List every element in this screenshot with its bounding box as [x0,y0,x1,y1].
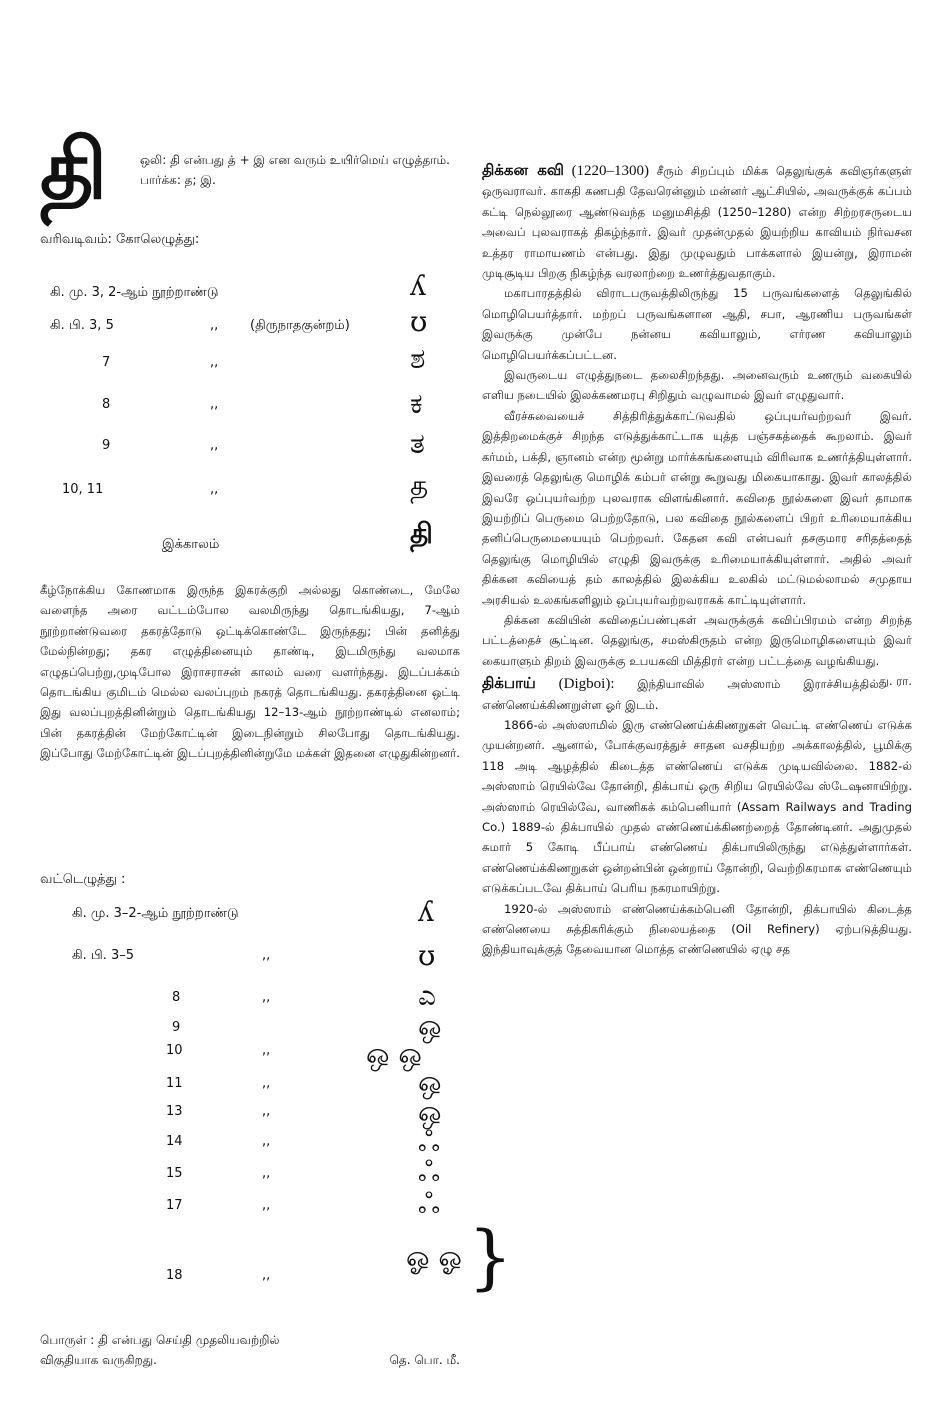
row-label: 17 [166,1198,183,1213]
script-glyph: ஒ [418,1095,442,1128]
author-signature: து. ரா. [878,674,912,689]
entry-thikkana-kavi [482,160,912,960]
table-row [72,906,239,922]
table-row [166,1104,271,1119]
entry2-paragraph: 1920-ல் அஸ்ஸாம் எண்ணெய்க்கம்பெனி தோன்றி, திக்பாயில் கிடைத்த எண்ணெயை சுத்திகரிக்கும் நிலையத்தை (Oil Refinery) ஏற்படுத்தியது. இந்தியாவுக்குத் தேவையான மொத்த எண்ணெயில் ஏழு சத [482,901,912,957]
entry-text: சீரும் சிறப்பும் மிக்க தெலுங்குக் கவிஞர்களுள் ஒருவராவர். காகதி கணபதி தேவரென்னும் மன்னர் ஆட்சியில், அவருக்குக் கப்பம் கட்டி நெல்லூரை ஆண்டுவந்த மனுமசித்தி (1250–1280) என்ற சிற்றரசருடைய அவைப் புலவராகத் திகழ்ந்தார். இவர் முதன்முதல் இயற்றிய காவியம் நிர்வசன உத்தர ராமாயணம் என்பது. இது முழுவதும் பாக்களால் இயன்று, இராமன் முடிசூடிய பிறகு நிகழ்ந்த வரலாற்றை உணர்த்துவதாகும். [482,164,912,281]
table-row [50,285,218,301]
row-label: கி. பி. 3, 5 [50,318,114,333]
ditto-mark: ,, [262,990,271,1005]
entry-digboi [482,673,912,715]
author-signature: தெ. பொ. மீ. [389,1353,460,1368]
row-label: 11 [166,1076,183,1091]
footer-meaning [40,1330,460,1371]
table-row [166,1043,271,1058]
entry-title: திக்பாய் [482,674,536,693]
script-glyph: ತ [410,427,425,460]
table-row [72,948,271,964]
ditto-mark: ,, [210,438,219,453]
entry-latin-name: (Digboi): [558,676,615,693]
ditto-mark: ,, [262,1104,271,1119]
entry2-paragraph: 1866-ல் அஸ்ஸாமில் இரு எண்ணெய்க்கிணறுகள் வெட்டி எண்ணெய் எடுக்க முயன்றனர். ஆனால், போக்குவரத்துச் சாதன வசதியற்ற அக்காலத்தில், பூமிக்கு 118 அடி ஆழத்தில் கிடைத்த எண்ணெய் எடுக்க முடியவில்லை. 1882-ல் அஸ்ஸாம் ரெயில்வே தோன்றி, திக்பாய் ஒரு சிறிய ரெயில்வே ஸ்டேஷனாயிற்று. அஸ்ஸாம் ரெயில்வே, வாணிகக் கம்பெனியார் (Assam Railways and Trading Co.) 1889-ல் திக்பாயில் முதல் எண்ணெய்க்கிணற்றைத் தோண்டினர். அதுமுதல் சுமார் 5 கோடி பீப்பாய் எண்ணெய் திக்பாயிலிருந்து எடுத்துள்ளார்கள். எண்ணெய்க்கிணறுகள் ஒன்றன்பின் ஒன்றாய் தோன்றி, வெற்றிகரமாக எண்ணெயும் எடுக்கப்படவே திக்பாய் பெரிய நகரமாயிற்று. [482,717,912,896]
ditto-mark: ,, [210,482,219,497]
script-glyph: ஒ [418,1009,442,1042]
script-glyph: ಎ [418,979,436,1012]
table-row [166,1134,271,1149]
entry1-paragraph: இவருடைய எழுத்துநடை தலைசிறந்தது. அனைவரும் உணரும் வகையில் எளிய நடையில் இலக்கணமரபு சிறிதும் வழுவாமல் இவர் எழுதுவார். [482,368,912,403]
row-note: (திருநாதகுன்றம்) [250,318,350,333]
script-glyph: ʎ [410,269,426,302]
script-glyph: ஃ [418,1155,440,1188]
script-glyph: ஃ [418,1125,440,1158]
table-row [166,1076,271,1091]
script-glyph: ஒ [418,1065,442,1098]
script-glyph: த [410,469,429,502]
entry1-paragraph: மகாபாரதத்தில் விராடபருவத்திலிருந்து 15 பருவங்களைத் தெலுங்கில் மொழிபெயர்த்தார். மற்றப் பருவங்களான ஆதி, சபா, ஆரணிய பருவங்கள் இவருக்கு முன்பே நன்னய கவியாலும், எர்ரண கவியாலும் மொழிபெயர்க்கப்பட்டன. [482,286,912,362]
row-label: 7 [102,355,111,370]
row-label: 10 [166,1043,183,1058]
ditto-mark: ,, [262,1268,271,1283]
row-label: 9 [172,1020,181,1035]
entry1-first-paragraph [482,160,912,283]
row-label: 13 [166,1104,183,1119]
table-row [102,438,219,453]
script-glyph: ʎ [418,895,434,928]
table-row [172,990,271,1005]
table-row [50,318,350,334]
script-evolution-paragraph: கீழ்நோக்கிய கோணமாக இருந்த இகரக்குறி அல்லது கொண்டை, மேலே வளைந்த அரை வட்டம்போல வலமிருந்து தொடங்கியது, 7-ஆம் நூற்றாண்டுவரை தகரத்தோடு ஒட்டிக்கொண்டே இருந்தது; பின் தனித்து மேல்நின்றது; தகர எழுத்தினையும் தாண்டி, இடமிருந்து வலமாக எழுதப்பெற்று,முடிபோல இராசராசன் காலம் வரை வளர்ந்தது. இடப்பக்கம் தொடங்கிய குமிடம் மெல்ல வலப்புறம் நகரத் தொடங்கியது. தகரத்தினை ஒட்டி இது வலப்புறத்தினின்றும் தொடங்கியது 12–13-ஆம் நூற்றாண்டில் எனலாம்; பின் தகரத்தின் மேற்கோட்டின் இடைநின்றும் சிலபோது தொடங்கியது. இப்போது மேற்கோட்டின் இடப்புறத்தினின்றுமே மக்கள் இதனை எழுதுகின்றனர். [40,583,460,761]
script-glyph: தி [410,517,433,550]
kolezhuthu-heading: வரிவடிவம்: கோலெழுத்து: [40,232,200,247]
ditto-mark: ,, [262,1198,271,1213]
ditto-mark: ,, [262,1076,271,1091]
script-glyph: ಕ [410,387,423,420]
row-label: 8 [172,990,181,1005]
ditto-mark: ,, [262,1166,271,1181]
table-row [166,1268,271,1283]
table-row [172,1020,180,1035]
script-glyph: ஒ ஒ [366,1037,422,1070]
footer-line-1: பொருள் : தி என்பது செய்தி முதலியவற்றில் [40,1333,280,1347]
script-glyph: ஓ ஓ [406,1240,462,1273]
row-label: கி. மு. 3, 2-ஆம் நூற்றாண்டு [50,285,219,300]
entry-text: இந்தியாவில் அஸ்ஸாம் இராச்சியத்தில் எண்ணெய்க்கிணறுள்ள ஓர் இடம். [482,677,879,712]
table-row [62,482,219,497]
entry-dates: (1220–1300) [571,163,650,179]
entry-text: திக்கன கவியின் கவிதைப்பண்புகள் அவருக்குக் கவிப்பிரமம் என்ற சிறந்த பட்டத்தைச் சூட்டின. தெலுங்கு, சமஸ்கிருதம் என்ற இருமொழிகளையும் இவர் கையாளும் திறம் இவருக்கு உபயகவி மித்திரர் என்ற பட்டத்தை வழங்கியது. [482,612,912,668]
script-glyph: ಶ [410,342,426,375]
row-label: 9 [102,438,111,453]
row-label: 10, 11 [62,482,104,497]
row-label: 15 [166,1166,183,1181]
brace-icon: } [468,1216,513,1298]
footer-line-2-text: விகுதியாக வருகிறது. [40,1353,157,1368]
drop-initial-letter: தி [40,122,108,218]
ditto-mark: ,, [210,355,219,370]
table-row [102,355,219,370]
entry1-paragraph: வீரச்சுவையைச் சித்திரித்துக்காட்டுவதில் ஒப்புயர்வற்றவர் இவர். இத்திறமைக்குச் சிறந்த எடுத்துக்காட்டாக யுத்த பஞ்சகத்தைக் கூறலாம். இவர் கர்மம், பக்தி, ஞானம் என்ற மூன்று மார்க்கங்களையும் விரிவாக உணர்த்தியுள்ளார். இவரைத் தெலுங்கு மொழிக் கம்பர் என்று கூறுவது மிகையாகாது. இவர் காலத்தில் இவரே ஒப்புயர்வற்ற புலவராக விளங்கினார். கவிதை நூல்களை இவர் தாமாக இயற்றிப் பெருமை பெற்றதோடு, பல கவிதை நூல்களைப் பிறர் உரிமையாக்கிய தனிப்பெருமையையும் பெற்றவர். கேதன கவி என்பவர் தசகுமார சரிதத்தைத் தெலுங்கு மொழியில் எழுதி இவருக்கு உரிமையாக்கியுள்ளார். அதில் அவர் திக்கன கவியைத் தம் காலத்தில் இலக்கிய உலகில் மட்டுமல்லாமல் சமுதாய அரசியல் உலகங்களிலும் ஒப்புயர்வற்றவராகக் காட்டியுள்ளார். [482,408,912,607]
table-row [102,397,219,412]
script-glyph: ʊ [418,939,436,972]
intro-text: ஒலி: தி என்பது த் + இ என வரும் உயிர்மெய் எழுத்தாம். பார்க்க: த; இ. [140,153,450,187]
ditto-mark: ,, [262,1043,271,1058]
table-row [166,1166,271,1181]
row-label: கி. மு. 3–2-ஆம் நூற்றாண்டு [72,906,239,921]
entry-title: திக்கன கவி [482,161,564,179]
row-label: கி. பி. 3–5 [72,948,135,963]
ditto-mark: ,, [262,1134,271,1149]
footer-line-2 [40,1350,460,1370]
row-label: 8 [102,397,111,412]
table-row [166,1198,271,1213]
row-label: 14 [166,1134,183,1149]
row-label: இக்காலம் [162,537,220,552]
table-row [162,537,219,553]
script-glyph: ʊ [410,305,428,338]
ditto-mark: ,, [262,948,271,963]
ditto-mark: ,, [210,397,219,412]
ditto-mark: ,, [210,318,219,333]
row-label: 18 [166,1268,183,1283]
vattezhuthu-heading: வட்டெழுத்து : [40,872,126,887]
script-glyph: ஃ [418,1187,440,1220]
